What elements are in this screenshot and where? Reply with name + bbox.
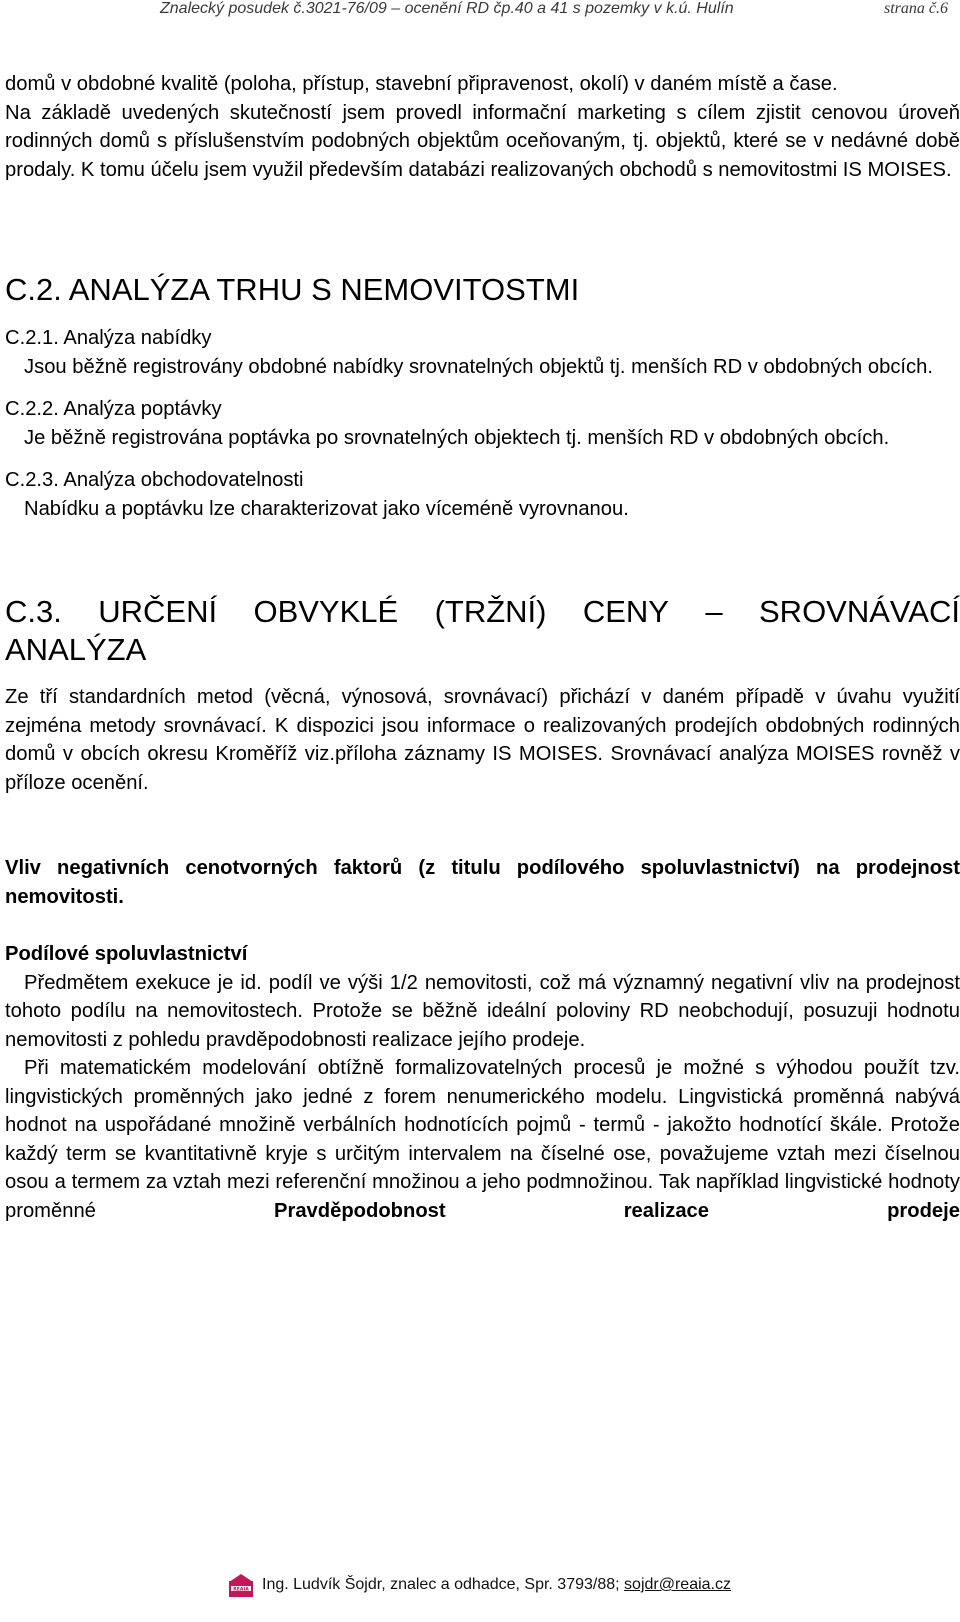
c3-heading-word: CENY <box>582 594 669 629</box>
section-c2-heading: C.2. ANALÝZA TRHU S NEMOVITOSTMI <box>5 272 580 307</box>
c3-heading-word: SROVNÁVACÍ <box>759 594 960 629</box>
svg-text:REAIA: REAIA <box>233 1587 249 1593</box>
co-ownership-paragraph-1: Předmětem exekuce je id. podíl ve výši 1/2 nemovitosti, což má významný negativní vliv na prodejnost tohoto podílu na nemovitostech. Protože se běžně ideální poloviny RD neobchodují, posuzuji hodnotu nemovitosti z pohledu pravděpodobnosti realizace jejího prodeje. <box>5 971 960 1051</box>
c3-heading-word: URČENÍ <box>98 594 218 629</box>
co-ownership-heading: Podílové spoluvlastnictví <box>5 943 248 965</box>
section-c21-text: Jsou běžně registrovány obdobné nabídky srovnatelných objektů tj. menších RD v obdobných obcích. <box>24 355 933 378</box>
co-ownership-paragraph-2-bold: Pravděpodobnost realizace prodeje <box>274 1199 960 1222</box>
section-c22-text: Je běžně registrována poptávka po srovnatelných objektech tj. menších RD v obdobných obcích. <box>24 426 890 449</box>
c3-heading-word: (TRŽNÍ) <box>434 594 547 629</box>
negative-factors-heading: Vliv negativních cenotvorných faktorů (z titulu podílového spoluvlastnictví) na prodejnost nemovitosti. <box>5 857 960 908</box>
footer-email-link[interactable]: sojdr@reaia.cz <box>624 1576 731 1593</box>
header-page-number: strana č.6 <box>884 0 948 17</box>
section-c23-text: Nabídku a poptávku lze charakterizovat jako víceméně vyrovnanou. <box>24 497 629 520</box>
page-footer <box>228 1570 731 1600</box>
c3-heading-word: OBVYKLÉ <box>253 594 399 629</box>
c3-heading-word: C.3. <box>5 594 62 629</box>
section-c23-heading: C.2.3. Analýza obchodovatelnosti <box>5 469 304 491</box>
section-c3-text: Ze tří standardních metod (věcná, výnosová, srovnávací) přichází v daném případě v úvahu využití zejména metody srovnávací. K dispozici jsou informace o realizovaných prodejích obdobných rodinných domů v obcích okresu Kroměříž viz.příloha záznamy IS MOISES. Srovnávací analýza MOISES rovněž v příloze ocenění. <box>5 686 960 794</box>
page-header <box>160 0 948 18</box>
reaia-logo-icon <box>228 1572 254 1598</box>
section-c3-heading <box>5 593 960 669</box>
co-ownership-paragraph-2 <box>5 1054 960 1225</box>
page-content <box>5 70 960 1225</box>
c3-heading-word: – <box>705 594 723 629</box>
intro-paragraph-2: Na základě uvedených skutečností jsem provedl informační marketing s cílem zjistit cenovou úroveň rodinných domů s příslušenstvím podobných objektům oceňovaným, tj. objektů, které se v nedávné době prodaly. K tomu účelu jsem využil především databázi realizovaných obchodů s nemovitostmi IS MOISES. <box>5 101 960 181</box>
section-c22-heading: C.2.2. Analýza poptávky <box>5 398 222 420</box>
co-ownership-paragraph-2-text: Při matematickém modelování obtížně formalizovatelných procesů je možné s výhodou použít tzv. lingvistických proměnných jako jedné z forem nenumerického modelu. Lingvistická proměnná nabývá hodnot na uspořádané množině verbálních hodnotících pojmů - termů - jakožto hodnotící škále. Protože každý term se kvantitativně kryje s určitým intervalem na číselné ose, považujeme vztah mezi číselnou osou a termem za vztah mezi referenční množinou a jeho podmnožinou. Tak například lingvistické hodnoty proměnné <box>5 1057 960 1222</box>
section-c21-heading: C.2.1. Analýza nabídky <box>5 327 212 349</box>
header-title: Znalecký posudek č.3021-76/09 – ocenění RD čp.40 a 41 s pozemky v k.ú. Hulín <box>160 0 734 17</box>
section-c3-heading-line-2: ANALÝZA <box>5 632 147 667</box>
intro-paragraph-1: domů v obdobné kvalitě (poloha, přístup, stavební připravenost, okolí) v daném místě a čase. <box>5 73 838 95</box>
section-c3-heading-line-1 <box>5 593 960 631</box>
footer-text: Ing. Ludvík Šojdr, znalec a odhadce, Spr. 3793/88; <box>262 1576 620 1593</box>
